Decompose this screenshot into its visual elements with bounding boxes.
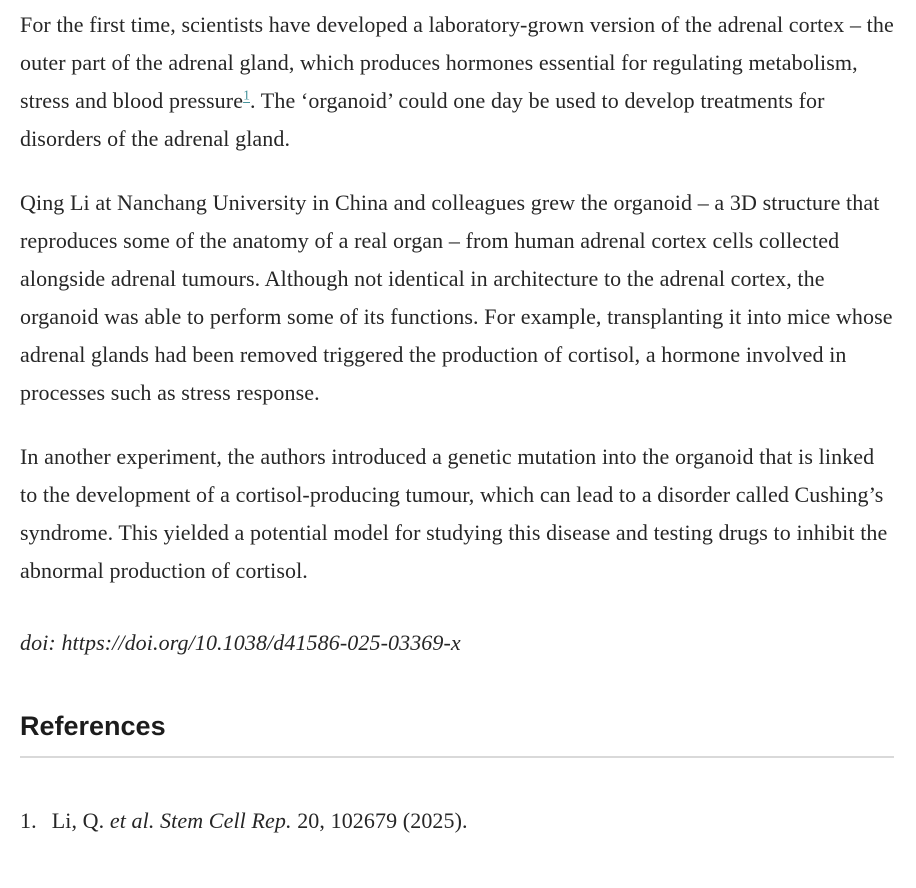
references-heading: References: [20, 711, 166, 741]
paragraph-experiment: In another experiment, the authors introduced a genetic mutation into the organoid that is linked to the development of a cortisol-producing tumour, which can lead to a disorder called Cushing’s syndrome. This yielded a potential model for studying this disease and testing drugs to inhibit the abnormal production of cortisol.: [20, 444, 888, 583]
reference-journal: Stem Cell Rep.: [160, 808, 298, 833]
reference-citation: [52, 802, 468, 840]
reference-etal: et al.: [109, 808, 161, 833]
paragraph-intro-text: For the first time, scientists have developed a laboratory-grown version of the adrenal cortex – the outer part of the adrenal gland, which produces hormones essential for regulating metabolism, stress and blood pressure: [20, 12, 894, 113]
reference-number: 1.: [20, 808, 37, 833]
paragraph-study: Qing Li at Nanchang University in China and colleagues grew the organoid – a 3D structure that reproduces some of the anatomy of a real organ – from human adrenal cortex cells collected alongside adrenal tumours. Although not identical in architecture to the adrenal cortex, the organoid was able to perform some of its functions. For example, transplanting it into mice whose adrenal glands had been removed triggered the production of cortisol, a hormone involved in processes such as stress response.: [20, 190, 893, 405]
references-divider: [20, 756, 894, 758]
reference-authors: Li, Q.: [51, 808, 110, 833]
paragraph-intro: [20, 6, 894, 158]
reference-pages-year: , 102679 (2025).: [319, 808, 468, 833]
reference-volume: 20: [297, 808, 320, 833]
citation-ref-link-1[interactable]: 1: [243, 87, 250, 103]
doi-text: doi: https://doi.org/10.1038/d41586-025-03369-x: [20, 630, 461, 655]
reference-item: [20, 802, 894, 840]
paragraph-intro-text-after-ref: . The ‘organoid’ could one day be used to develop treatments for disorders of the adrenal gland.: [20, 88, 825, 151]
